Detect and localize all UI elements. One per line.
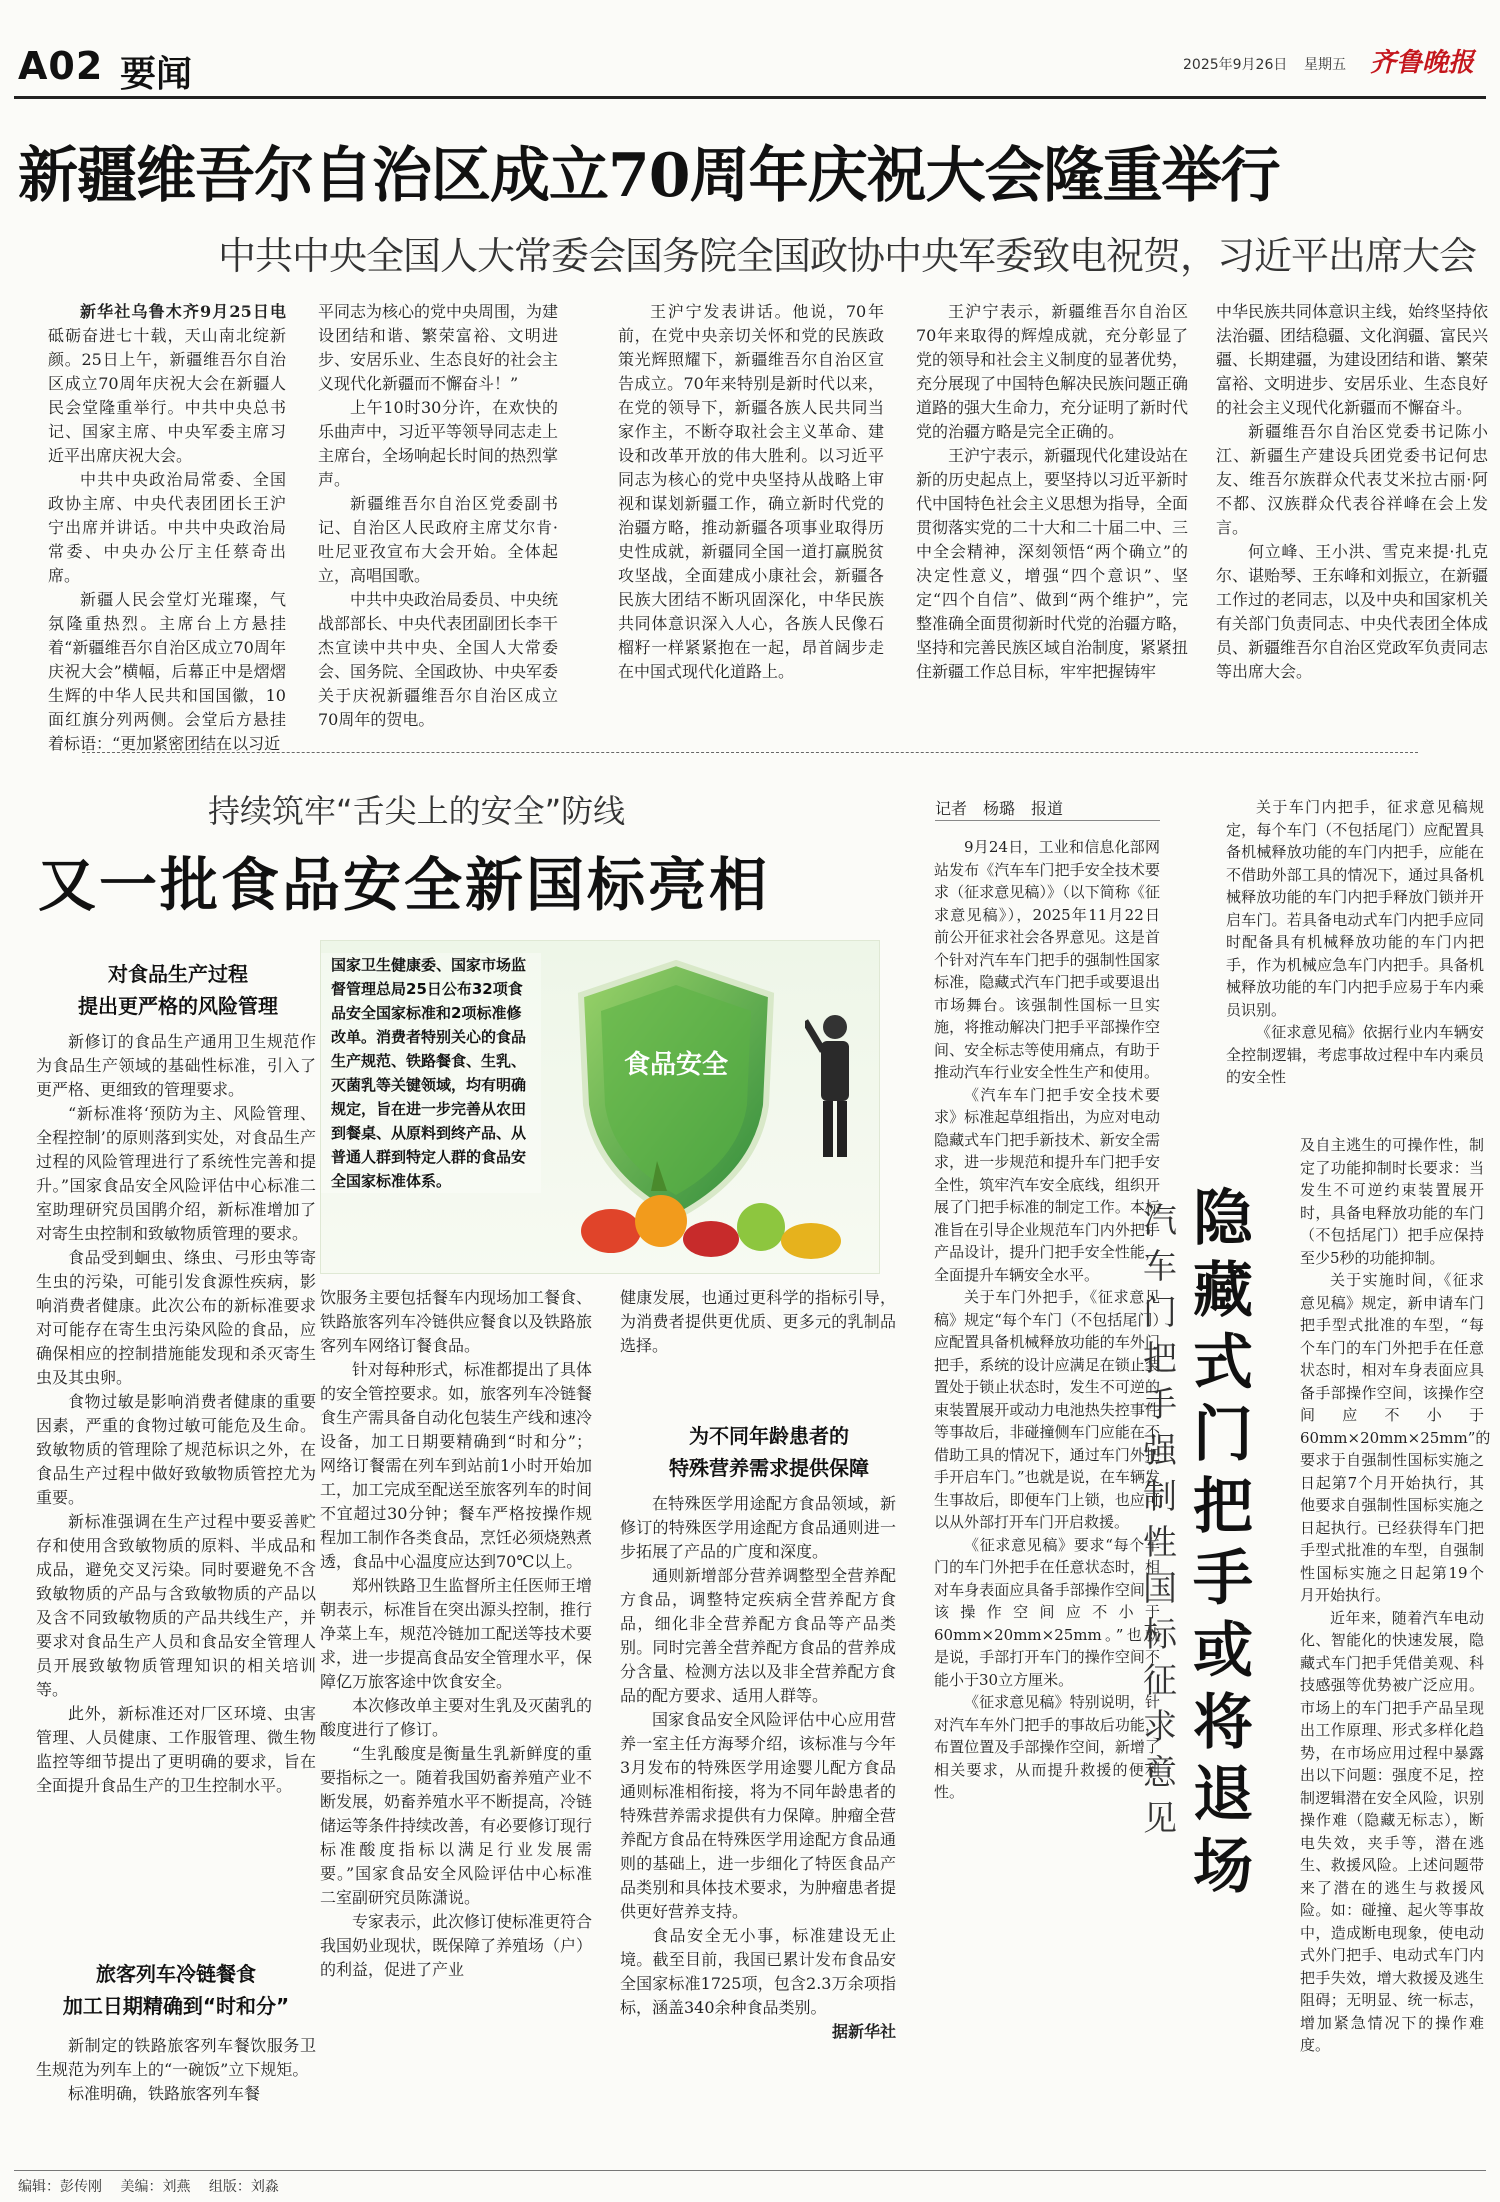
lead-c4-p1: 王沪宁表示，新疆维吾尔自治区70年来取得的辉煌成就，充分彰显了党的领导和社会主义制度的显著优势，充分展现了中国特色解决民族问题正确道路的强大生命力，充分证明了新时代党的治疆方略是完全正确的。 [916,302,1189,441]
food-col-1b [36,2034,316,2106]
food-subhead-1 [40,958,316,1022]
car-c1-p4: 《征求意见稿》要求“每个车门的车门外把手在任意状态时，相对车身表面应具备手部操作空间，该操作空间应不小于60mm×20mm×25mm。”也就是说，手部打开车门的操作空间不能小于30立方厘米。 [934,1535,1160,1689]
car-col-1 [934,836,1160,1804]
food-subhead-2-line1: 旅客列车冷链餐食 [96,1962,256,1986]
lead-c3-p1: 王沪宁发表讲话。他说，70年前，在党中央亲切关怀和党的民族政策光辉照耀下，新疆维吾尔自治区宣告成立。70年来特别是新时代以来，在党的领导下，新疆各族人民共同当家作主，不断夺取社会主义革命、建设和改革开放的伟大胜利。以习近平同志为核心的党中央坚持从战略上审视和谋划新疆工作，确立新时代党的治疆方略，推动新疆各项事业取得历史性成就，新疆同全国一道打赢脱贫攻坚战，全面建成小康社会，新疆各民族大团结不断巩固深化，中华民族共同体意识深入人心，各族人民像石榴籽一样紧紧抱在一起，昂首阔步走在中国式现代化道路上。 [618,302,884,681]
car-c2top-p2: 《征求意见稿》依据行业内车辆安全控制逻辑，考虑事故过程中车内乘员的安全性 [1226,1023,1484,1086]
lead-c1-p1: 砥砺奋进七十载，天山南北绽新颜。25日上午，新疆维吾尔自治区成立70周年庆祝大会在新疆人民会堂隆重举行。中共中央总书记、国家主席、中央军委主席习近平出席庆祝大会。 [48,326,286,465]
food-col-3b [620,1492,896,2044]
lead-c4-p2: 王沪宁表示，新疆现代化建设站在新的历史起点上，要坚持以习近平新时代中国特色社会主义思想为指导，全面贯彻落实党的二十大和二十届二中、三中全会精神，深刻领悟“两个确立”的决定性意义，增强“四个意识”、坚定“四个自信”、做到“两个维护”，完整准确全面贯彻新时代党的治疆方略，坚持和完善民族区域自治制度，紧紧扭住新疆工作总目标，牢牢把握铸牢 [916,446,1189,681]
food-safety-illustration [320,940,880,1274]
food-col-2 [320,1286,592,1982]
lead-c1-p2: 中共中央政治局常委、全国政协主席、中央代表团团长王沪宁出席并讲话。中共中央政治局常委、中央办公厅主任蔡奇出席。 [48,470,286,585]
car-c1-p2: 《汽车车门把手安全技术要求》标准起草组指出，为应对电动隐藏式车门把手新技术、新安全需求，进一步规范和提升车门把手安全性，筑牢汽车安全底线，组织开展了门把手标准的制定工作。本标准旨在引导企业规范车门内外把手产品设计，提升门把手安全性能，全面提升车辆安全水平。 [934,1085,1160,1284]
footer-rule [14,2170,1486,2171]
car-c1-p1: 9月24日，工业和信息化部网站发布《汽车车门把手安全技术要求（征求意见稿）》（以下简称《征求意见稿》），2025年11月22日前公开征求社会各界意见。这是首个针对汽车车门把手的强制性国家标准，隐藏式汽车门把手或要退出市场舞台。该强制性国标一旦实施，将推动解决门把手平部操作空间、安全标志等使用痛点，有助于推动汽车行业安全性生产和使用。 [934,838,1160,1081]
section-divider [82,752,1418,753]
header-rule [14,96,1486,99]
food-c1-p3: 食品受到蛔虫、绦虫、弓形虫等寄生虫的污染，可能引发食源性疾病，影响消费者健康。此次公布的新标准要求对可能存在寄生虫污染风险的食品，应确保相应的控制措施能发现和杀灭寄生虫及其虫卵。 [36,1248,316,1387]
food-c2-p1: 饮服务主要包括餐车内现场加工餐食、铁路旅客列车冷链供应餐食以及铁路旅客列车网络订餐食品。 [320,1288,593,1355]
lead-c5-p3: 何立峰、王小洪、雪克来提·扎克尔、谌贻琴、王东峰和刘振立，在新疆工作过的老同志，以及中央和国家机关有关部门负责同志、中央代表团全体成员、新疆维吾尔自治区党政军负责同志等出席大会。 [1216,542,1489,681]
food-c1b-p1: 新制定的铁路旅客列车餐饮服务卫生规范为列车上的“一碗饭”立下规矩。 [36,2036,316,2079]
food-subhead-1-line2: 提出更严格的风险管理 [78,994,278,1018]
food-subhead-3-line1: 为不同年龄患者的 [689,1424,849,1448]
car-deck-vertical: 汽车门把手强制性国标征求意见 [1143,1201,1177,1839]
food-subhead-3 [624,1420,914,1484]
section-name: 要闻 [120,53,193,95]
car-c2top-p1: 关于车门内把手，征求意见稿规定，每个车门（不包括尾门）应配置具备机械释放功能的车门内把手，应能在不借助外部工具的情况下，通过具备机械释放功能的车门内把手释放门锁并开启车门。若具备电动式车门内把手应同时配备具有机械释放功能的车门内把手，作为机械应急车门内把手。具备机械释放功能的车门内把手应易于车内乘员识别。 [1226,798,1484,1019]
lead-c2-p3: 新疆维吾尔自治区党委副书记、自治区人民政府主席艾尔肯·吐尼亚孜宣布大会开始。全体起立，高唱国歌。 [318,494,558,585]
food-c3b-p3: 国家食品安全风险评估中心应用营养一室主任方海琴介绍，该标准与今年3月发布的特殊医学用途婴儿配方食品通则标准相衔接，将为不同年龄患者的特殊营养需求提供有力保障。肿瘤全营养配方食品在特殊医学用途配方食品通则的基础上，进一步细化了特医食品产品类别和具体技术要求，为肿瘤患者提供更好营养支持。 [620,1710,896,1921]
lead-c2-p4: 中共中央政治局委员、中央统战部部长、中央代表团副团长李干杰宣读中共中央、全国人大常委会、国务院、全国政协、中央军委关于庆祝新疆维吾尔自治区成立70周年的贺电。 [318,590,559,729]
food-c1-p1: 新修订的食品生产通用卫生规范作为食品生产领域的基础性标准，引入了更严格、更细致的管理要求。 [36,1032,316,1099]
car-c2-p2: 关于实施时间，《征求意见稿》规定，新申请车门把手型式批准的车型，“每个车门的车门外把手在任意状态时，相对车身表面应具备手部操作空间，该操作空间应不小于60mm×20mm×25mm”的要求于自强制性国标实施之日起第7个月开始执行，其他要求自强制性国标实施之日起执行。已经获得车门把手型式批准的车型，自强制性国标实施之日起第19个月开始执行。 [1300,1271,1491,1604]
lead-headline: 新疆维吾尔自治区成立70周年庆祝大会隆重举行 [18,141,1280,211]
car-c2-p3: 近年来，随着汽车电动化、智能化的快速发展，隐藏式车门把手凭借美观、科技感强等优势被广泛应用。市场上的车门把手产品呈现出工作原理、形式多样化趋势，在市场应用过程中暴露出以下问题：强度不足，控制逻辑潜在安全风险，识别操作难（隐藏无标志），断电失效，夹手等，潜在逃生、救援风险。上述问题带来了潜在的逃生与救援风险。如：碰撞、起火等事故中，造成断电现象，使电动式外门把手、电动式车门内把手失效，增大救援及逃生阻碍；无明显、统一标志，增加紧急情况下的操作难度。 [1300,1608,1484,2054]
food-c2-p5: “生乳酸度是衡量生乳新鲜度的重要指标之一。随着我国奶畜养殖产业不断发展，奶畜养殖水平不断提高，冷链储运等条件持续改善，有必要修订现行标准酸度指标以满足行业发展需要。”国家食品安全风险评估中心标准二室副研究员陈潇说。 [320,1744,593,1907]
newspaper-logo: 齐鲁晚报 [1370,48,1475,78]
food-c3b-p2: 通则新增部分营养调整型全营养配方食品，调整特定疾病全营养配方食品，细化非全营养配方食品等产品类别。同时完善全营养配方食品的营养成分含量、检测方法以及非全营养配方食品的配方要求、适用人群等。 [620,1566,896,1705]
food-subhead-2 [36,1958,316,2022]
food-c1-p2: “新标准将‘预防为主、风险管理、全程控制’的原则落到实处，对食品生产过程的风险管理进行了系统性完善和提升。”国家食品安全风险评估中心标准二室助理研究员国鹃介绍，新标准增加了对寄生虫控制和致敏物质管理的要求。 [36,1104,316,1243]
lead-c2-p1: 平同志为核心的党中央周围，为建设团结和谐、繁荣富裕、文明进步、安居乐业、生态良好的社会主义现代化新疆而不懈奋斗！” [318,302,559,393]
food-headline: 又一批食品安全新国标亮相 [38,851,771,919]
person-figure-icon [805,1011,865,1161]
food-c2-p2: 针对每种形式，标准都提出了具体的安全管控要求。如，旅客列车冷链餐食生产需具备自动化包装生产线和速冷设备，加工日期要精确到“时和分”；网络订餐需在列车到站前1小时开始加工，加工完成至配送至旅客列车的时间不宜超过30分钟；餐车严格按操作规程加工制作各类食品，烹饪必须烧熟煮透，食品中心温度应达到70℃以上。 [320,1360,593,1571]
footer-proof: 组版：刘淼 [208,2179,279,2195]
food-kicker: 持续筑牢“舌尖上的安全”防线 [208,792,626,830]
lead-dateline: 新华社乌鲁木齐9月25日电 [80,302,286,321]
lead-col-1 [48,300,286,756]
food-c2-p6: 专家表示，此次修订使标准更符合我国奶业现状，既保障了养殖场（户）的利益，促进了产业 [320,1912,593,1979]
footer-editor: 编辑：彭传刚 [18,2179,102,2195]
food-col-1 [36,1030,316,1798]
food-c1-p5: 新标准强调在生产过程中要妥善贮存和使用含致敏物质的原料、半成品和成品，避免交叉污染。同时要避免不含致敏物质的产品与含致敏物质的产品以及含不同致敏物质的产品共线生产，并要求对食品生产人员和食品安全管理人员开展致敏物质管理知识的相关培训等。 [36,1512,316,1699]
food-c1-p6: 此外，新标准还对厂区环境、虫害管理、人员健康、工作服管理、微生物监控等细节提出了更明确的要求，旨在全面提升食品生产的卫生控制水平。 [36,1704,316,1795]
page-number: A02 [18,44,104,88]
food-c1b-p2: 标准明确，铁路旅客列车餐 [68,2084,261,2103]
car-col-2-top [1226,796,1484,1089]
food-c3b-p1: 在特殊医学用途配方食品领域，新修订的特殊医学用途配方食品通则进一步拓展了产品的广度和深度。 [620,1494,896,1561]
car-title-vertical: 隐藏式门把手或将退场 [1193,1184,1253,1902]
food-c2-p4: 本次修改单主要对生乳及灭菌乳的酸度进行了修订。 [320,1696,593,1739]
illustration-caption: 国家卫生健康委、国家市场监督管理总局25日公布32项食品安全国家标准和2项标准修改单。消费者特别关心的食品生产规范、铁路餐食、生乳、灭菌乳等关键领域，均有明确规定，旨在进一步完善从农田到餐桌、从原料到终产品、从普通人群到特定人群的食品安全国家标准体系。 [321,953,541,1193]
lead-c2-p2: 上午10时30分许，在欢快的乐曲声中，习近平等领导同志走上主席台，全场响起长时间的热烈掌声。 [318,398,559,489]
byline-rule [935,820,1160,821]
food-c3b-p4: 食品安全无小事，标准建设无止境。截至目前，我国已累计发布食品安全国家标准1725项，包含2.3万余项指标，涵盖340余种食品类别。 [620,1926,896,2017]
food-subhead-2-line2: 加工日期精确到“时和分” [62,1994,290,2018]
lead-col-2 [318,300,558,732]
footer-designer: 美编：刘燕 [120,2179,191,2195]
lead-c1-p3: 新疆人民会堂灯光璀璨，气氛隆重热烈。主席台上方悬挂着“新疆维吾尔自治区成立70周年庆祝大会”横幅，后幕正中是熠熠生辉的中华人民共和国国徽，10面红旗分列两侧。会堂后方悬挂着标语：“更加紧密团结在以习近 [48,590,286,753]
food-c1-p4: 食物过敏是影响消费者健康的重要因素，严重的食物过敏可能危及生命。致敏物质的管理除了规范标识之外，在食品生产过程中做好致敏物质管控尤为重要。 [36,1392,316,1507]
food-subhead-3-line2: 特殊营养需求提供保障 [669,1456,869,1480]
food-source: 据新华社 [831,2022,896,2041]
footer-credits [18,2176,293,2196]
lead-col-4 [916,300,1188,684]
food-c2-p3: 郑州铁路卫生监督所主任医师王增朝表示，标准旨在突出源头控制，推行净菜上车，规范冷链加工配送等技术要求，进一步提高食品安全管理水平，保障亿万旅客途中饮食安全。 [320,1576,593,1691]
food-c3-p1: 健康发展，也通过更科学的指标引导，为消费者提供更优质、更多元的乳制品选择。 [620,1288,896,1355]
issue-date: 2025年9月26日 [1183,57,1288,73]
car-c1-p3: 关于车门外把手，《征求意见稿》规定“每个车门（不包括尾门）应配置具备机械释放功能的车外门把手，系统的设计应满足在锁止装置处于锁止状态时，发生不可逆的束装置展开或动力电池热失控事件等事故后，非碰撞侧车门应能在不借助工具的情况下，通过车门外把手开启车门。”也就是说，在车辆发生事故后，即便车门上锁，也应可以从外部打开车门开启救援。 [934,1288,1160,1531]
car-c2-p1: 及自主逃生的可操作性，制定了功能抑制时长要求：当发生不可逆约束装置展开时，具备电释放功能的车门（不包括尾门）把手应保持至少5秒的功能抑制。 [1300,1136,1484,1267]
fruit-vegetable-icon [571,1151,871,1271]
car-byline: 记者 杨璐 报道 [935,799,1064,818]
food-subhead-1-line1: 对食品生产过程 [108,962,248,986]
car-col-2 [1300,1134,1491,2057]
lead-col-3 [618,300,884,684]
lead-c5-p1: 中华民族共同体意识主线，始终坚持依法治疆、团结稳疆、文化润疆、富民兴疆、长期建疆，为建设团结和谐、繁荣富裕、文明进步、安居乐业、生态良好的社会主义现代化新疆而不懈奋斗。 [1216,302,1489,417]
food-col-3 [620,1286,896,1358]
lead-c5-p2: 新疆维吾尔自治区党委书记陈小江、新疆生产建设兵团党委书记何忠友、维吾尔族群众代表艾米拉古丽·阿不都、汉族群众代表谷祥峰在会上发言。 [1216,422,1488,537]
shield-label: 食品安全 [623,1050,729,1080]
car-c1-p5: 《征求意见稿》特别说明，针对汽车车外门把手的事故后功能，布置位置及手部操作空间，新增了相关要求，从而提升救援的便利性。 [934,1693,1160,1801]
issue-weekday: 星期五 [1304,57,1346,73]
lead-subhead: 中共中央全国人大常委会国务院全国政协中央军委致电祝贺，习近平出席大会 [218,234,1477,278]
lead-col-5 [1216,300,1488,684]
